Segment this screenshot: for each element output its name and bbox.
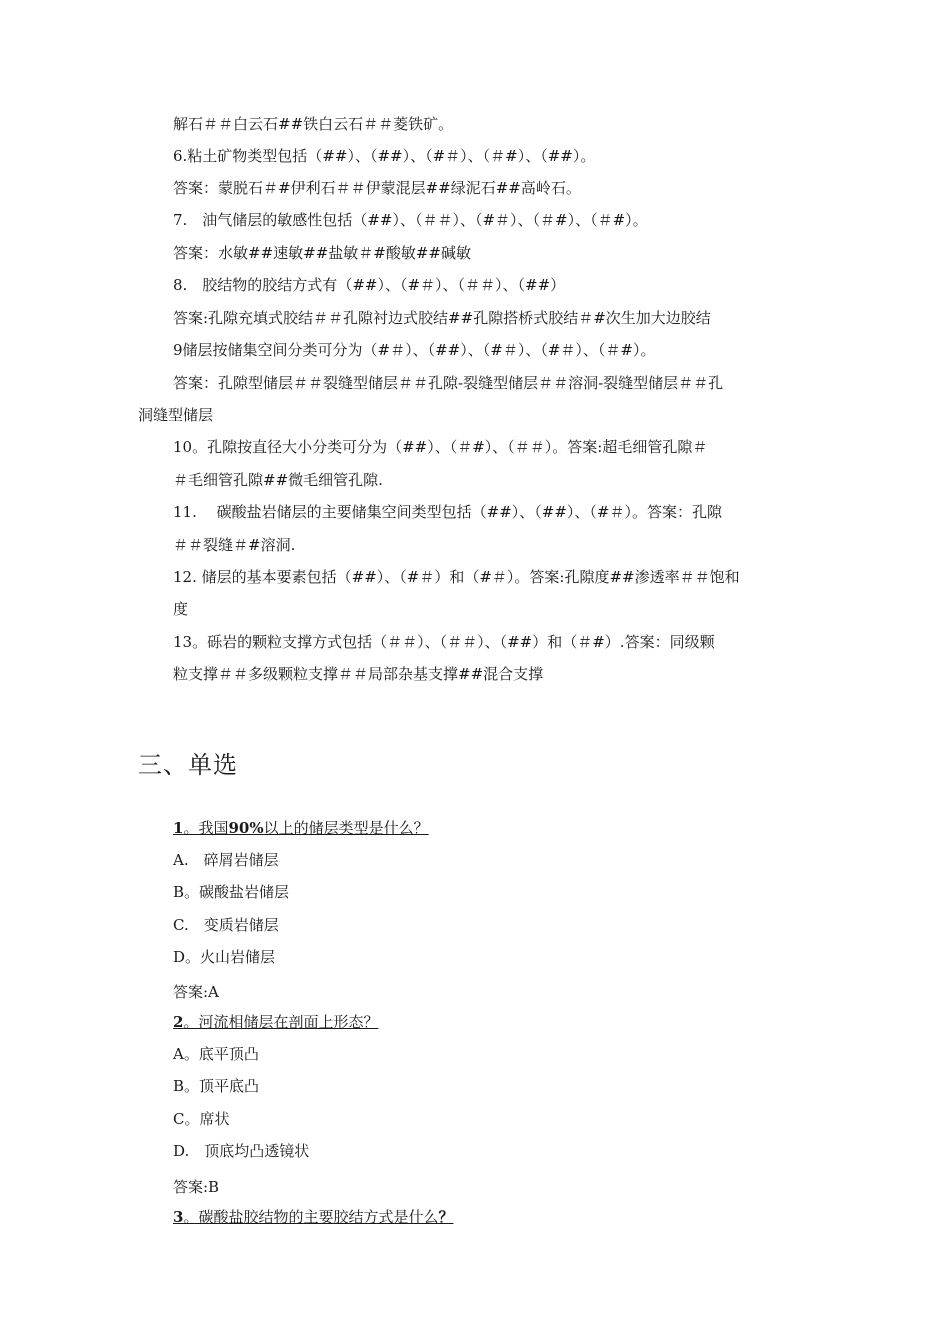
question-number: 2 (173, 1013, 184, 1031)
question-text: 。我国 (183, 819, 229, 837)
answer-line: 答案：孔隙型储层＃＃裂缝型储层＃＃孔隙-裂缝型储层＃＃溶洞-裂缝型储层＃＃孔 (173, 374, 724, 392)
option-b: B。顶平底凸 (173, 1077, 260, 1095)
question-text-bold: ？ (438, 1208, 454, 1226)
answer-line-continued: 洞缝型储层 (138, 406, 214, 424)
question-text-bold: 90% (228, 819, 264, 837)
question-text: 。碳酸盐胶结物的主要胶结方式是什么 (183, 1208, 439, 1226)
text-line: 13。砾岩的颗粒支撑方式包括（＃＃）、（＃＃）、（##）和（＃#）.答案：同级颗 (173, 633, 715, 651)
text-line: 9储层按储集空间分类可分为（#＃）、（##）、（#＃）、（#＃）、（＃#）。 (173, 341, 656, 359)
text-line: 12. 储层的基本要素包括（##）、（#＃）和（#＃）。答案:孔隙度##渗透率＃＃饱和 (173, 568, 740, 586)
option-a: A。底平顶凸 (173, 1045, 259, 1063)
question-number: 3 (173, 1208, 184, 1226)
question-title (173, 1012, 378, 1032)
option-c: C. 变质岩储层 (173, 916, 279, 934)
answer-line: 答案：水敏##速敏##盐敏＃#酸敏##碱敏 (173, 244, 471, 262)
option-c: C。席状 (173, 1110, 230, 1128)
option-b: B。碳酸盐岩储层 (173, 883, 290, 901)
text-line: 11. 碳酸盐岩储层的主要储集空间类型包括（##）、（##）、（#＃）。答案：孔隙 (173, 503, 722, 521)
answer-line: 答案:孔隙充填式胶结＃＃孔隙衬边式胶结##孔隙搭桥式胶结＃#次生加大边胶结 (173, 309, 711, 327)
option-a: A. 碎屑岩储层 (173, 851, 279, 869)
answer-line: 答案：蒙脱石＃#伊利石＃＃伊蒙混层##绿泥石##高岭石。 (173, 179, 581, 197)
question-title (173, 1207, 453, 1227)
option-d: D. 顶底均凸透镜状 (173, 1142, 310, 1160)
question-text: 以上的储层类型是什么？ (263, 819, 429, 837)
text-line-continued: ＃毛细管孔隙##微毛细管孔隙. (173, 471, 383, 489)
text-line: 6.粘土矿物类型包括（##）、（##）、（#＃）、（＃#）、（##）。 (173, 147, 596, 165)
text-line: 10。孔隙按直径大小分类可分为（##）、（＃#）、（＃＃）。答案:超毛细管孔隙＃ (173, 438, 708, 456)
text-line: 8. 胶结物的胶结方式有（##）、（#＃）、（＃＃）、（##） (173, 276, 566, 294)
text-line: 解石＃＃白云石##铁白云石＃＃菱铁矿。 (173, 115, 454, 133)
answer: 答案:A (173, 983, 219, 1001)
text-line-continued: 粒支撑＃＃多级颗粒支撑＃＃局部杂基支撑##混合支撑 (173, 665, 544, 683)
question-number: 1 (173, 819, 184, 837)
option-d: D。火山岩储层 (173, 948, 276, 966)
section-heading: 三、单选 (138, 751, 238, 779)
text-line-continued: 度 (173, 600, 189, 618)
text-line: 7. 油气储层的敏感性包括（##）、（＃＃）、（#＃）、（＃#）、（＃#）。 (173, 211, 648, 229)
question-text: 。河流相储层在剖面上形态？ (183, 1013, 379, 1031)
question-title (173, 818, 429, 838)
text-line-continued: ＃＃裂缝＃#溶洞. (173, 536, 296, 554)
answer: 答案:B (173, 1178, 220, 1196)
